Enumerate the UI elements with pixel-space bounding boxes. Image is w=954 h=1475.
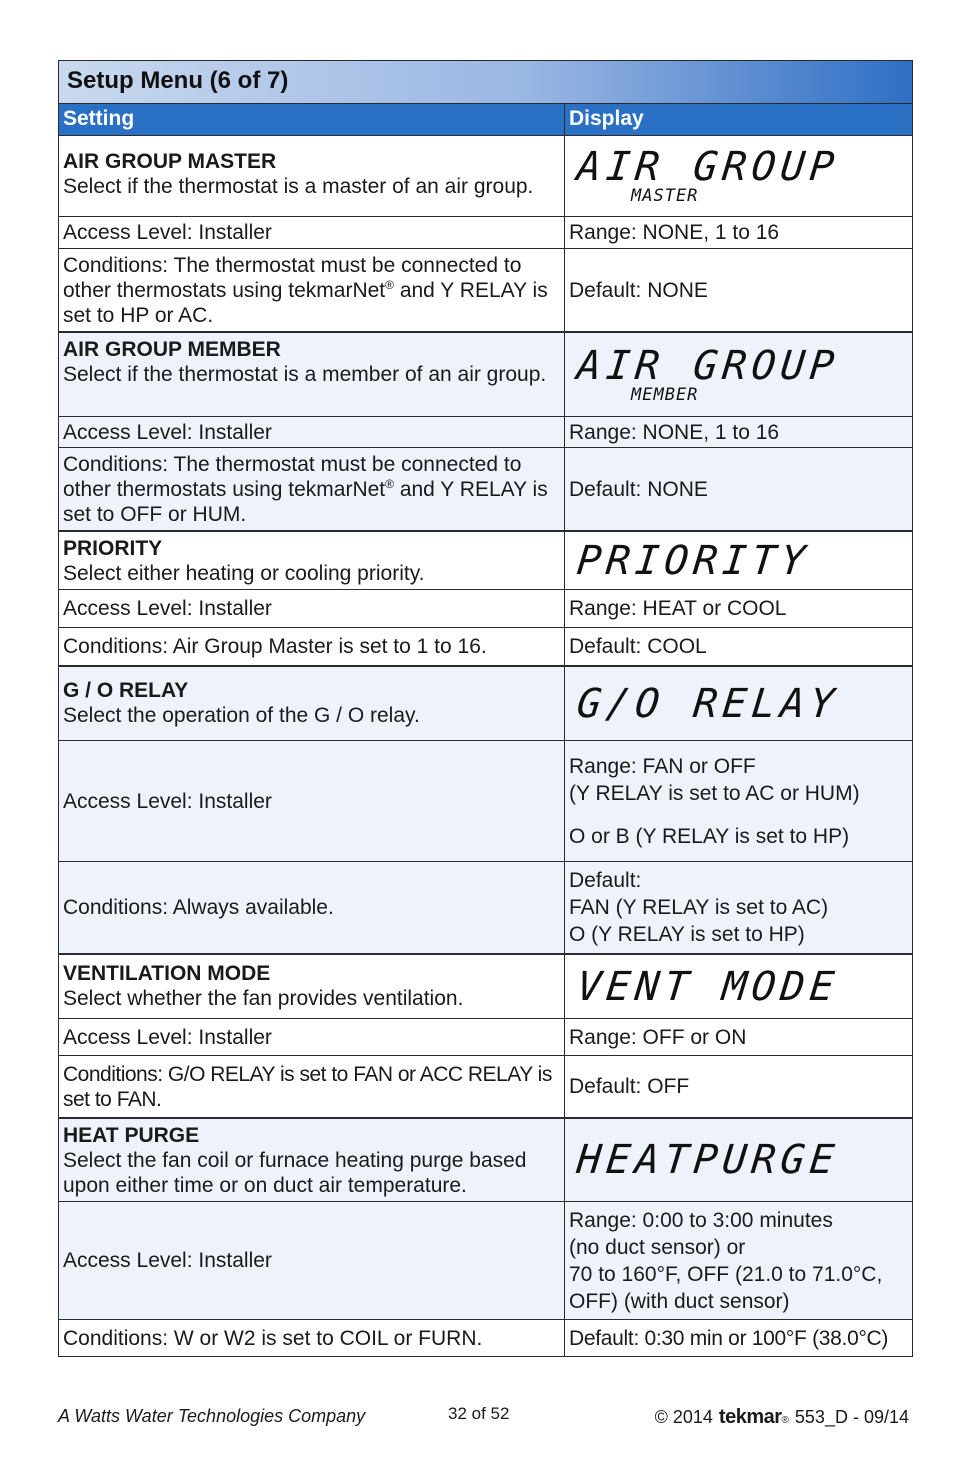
default-line: FAN (Y RELAY is set to AC) — [569, 896, 829, 919]
table-title: Setup Menu (6 of 7) — [59, 61, 912, 104]
company-tagline: A Watts Water Technologies Company — [58, 1406, 366, 1426]
range-line: Range: FAN or OFF — [569, 754, 756, 778]
setting-description: Select if the thermostat is a master of an air group. — [63, 175, 534, 198]
range-line: Range: HEAT or COOL — [569, 597, 787, 620]
access-level: Access Level: Installer — [59, 417, 565, 447]
conditions-row — [59, 249, 912, 331]
setting-ventilation-mode — [59, 955, 912, 1119]
setting-name: AIR GROUP MEMBER — [63, 338, 281, 361]
conditions-row — [59, 448, 912, 530]
lcd-display — [565, 333, 912, 416]
lcd-sub-text: MASTER — [631, 186, 699, 206]
setting-header-row — [59, 136, 912, 217]
page-number: 32 of 52 — [448, 1404, 510, 1423]
column-header-display: Display — [569, 107, 644, 130]
access-row — [59, 1202, 912, 1320]
setting-description: Select if the thermostat is a member of an air group. — [63, 363, 547, 386]
setting-header-row — [59, 667, 912, 741]
range-line: (no duct sensor) or — [569, 1235, 746, 1259]
default-line: Default: NONE — [569, 477, 708, 501]
default-line: Default: COOL — [569, 635, 707, 658]
setting-header-row — [59, 1119, 912, 1202]
access-row — [59, 741, 912, 862]
column-header-setting: Setting — [59, 104, 565, 135]
range-line: (Y RELAY is set to AC or HUM) — [569, 781, 860, 805]
lcd-display — [565, 1119, 912, 1201]
access-level: Access Level: Installer — [59, 1019, 565, 1055]
range-line: Range: OFF or ON — [569, 1025, 747, 1049]
copyright: © 2014 — [654, 1407, 713, 1427]
setting-description: Select the operation of the G / O relay. — [63, 704, 420, 727]
range-line: O or B (Y RELAY is set to HP) — [569, 824, 850, 848]
setting-priority — [59, 532, 912, 667]
range-line: 70 to 160°F, OFF (21.0 to 71.0°C, — [569, 1262, 883, 1286]
brand-logo: tekmar — [718, 1406, 782, 1428]
footer-right — [655, 1406, 909, 1429]
conditions-row — [59, 1056, 912, 1117]
lcd-display — [565, 667, 912, 740]
default-line: Default: OFF — [569, 1075, 690, 1098]
conditions-text: Conditions: The thermostat must be connected to other thermostats using tekmarNet® and Y RELAY is set to OFF or HUM. — [63, 452, 548, 526]
conditions-text: Conditions: G/O RELAY is set to FAN or ACC RELAY is set to FAN. — [59, 1056, 565, 1117]
range-line: Range: 0:00 to 3:00 minutes — [569, 1208, 833, 1232]
setting-header-row — [59, 333, 912, 417]
registered-mark: ® — [385, 277, 394, 292]
lcd-main-text: HEATPURGE — [574, 1137, 842, 1183]
setting-air-group-master — [59, 136, 912, 333]
conditions-text: Conditions: W or W2 is set to COIL or FURN. — [59, 1320, 565, 1356]
setting-description: Select whether the fan provides ventilation. — [63, 987, 464, 1010]
setting-heat-purge — [59, 1119, 912, 1356]
lcd-display — [565, 955, 912, 1018]
registered-mark: ® — [385, 476, 394, 491]
lcd-main-text: VENT MODE — [574, 963, 842, 1010]
page-footer — [58, 1402, 913, 1432]
conditions-row — [59, 1320, 912, 1356]
access-row — [59, 1019, 912, 1056]
conditions-row — [59, 628, 912, 665]
range-line: Range: NONE, 1 to 16 — [569, 221, 780, 244]
setting-name: AIR GROUP MASTER — [63, 150, 277, 173]
setting-header-row — [59, 955, 912, 1019]
range-line: Range: NONE, 1 to 16 — [569, 420, 780, 444]
lcd-display — [565, 532, 912, 589]
access-row — [59, 590, 912, 628]
registered-mark: ® — [781, 1415, 789, 1426]
default-line: Default: NONE — [569, 278, 708, 302]
conditions-text: Conditions: The thermostat must be connected to other thermostats using tekmarNet® and Y RELAY is set to HP or AC. — [63, 253, 548, 327]
lcd-display — [565, 136, 912, 216]
default-line: O (Y RELAY is set to HP) — [569, 923, 805, 946]
lcd-main-text: PRIORITY — [574, 537, 813, 584]
setting-name: HEAT PURGE — [63, 1124, 200, 1147]
setting-description: Select either heating or cooling priority. — [63, 562, 425, 585]
conditions-text: Conditions: Air Group Master is set to 1 to 16. — [59, 628, 565, 665]
lcd-sub-text: MEMBER — [631, 384, 699, 405]
setting-header-row — [59, 532, 912, 590]
setting-go-relay — [59, 667, 912, 955]
access-row — [59, 417, 912, 448]
default-line: Default: 0:30 min or 100°F (38.0°C) — [569, 1326, 889, 1350]
access-level: Access Level: Installer — [59, 1202, 565, 1319]
lcd-main-text: G/O RELAY — [574, 680, 842, 727]
column-header-row — [59, 104, 912, 136]
setting-air-group-member — [59, 333, 912, 532]
setting-description: Select the fan coil or furnace heating purge based upon either time or on duct air temperature. — [63, 1149, 527, 1197]
access-level: Access Level: Installer — [59, 741, 565, 861]
access-level: Access Level: Installer — [59, 217, 565, 248]
lcd-main-text: AIR GROUP — [574, 144, 842, 190]
setting-name: G / O RELAY — [63, 679, 189, 702]
conditions-text: Conditions: Always available. — [59, 862, 565, 953]
setting-name: PRIORITY — [63, 537, 163, 560]
default-line: Default: — [569, 869, 642, 892]
conditions-row — [59, 862, 912, 953]
document-code: 553_D - 09/14 — [794, 1407, 909, 1427]
range-line: OFF) (with duct sensor) — [569, 1289, 790, 1313]
access-row — [59, 217, 912, 249]
setting-name: VENTILATION MODE — [63, 962, 271, 985]
lcd-main-text: AIR GROUP — [574, 342, 842, 389]
setup-menu-table — [58, 60, 913, 1357]
access-level: Access Level: Installer — [59, 590, 565, 627]
